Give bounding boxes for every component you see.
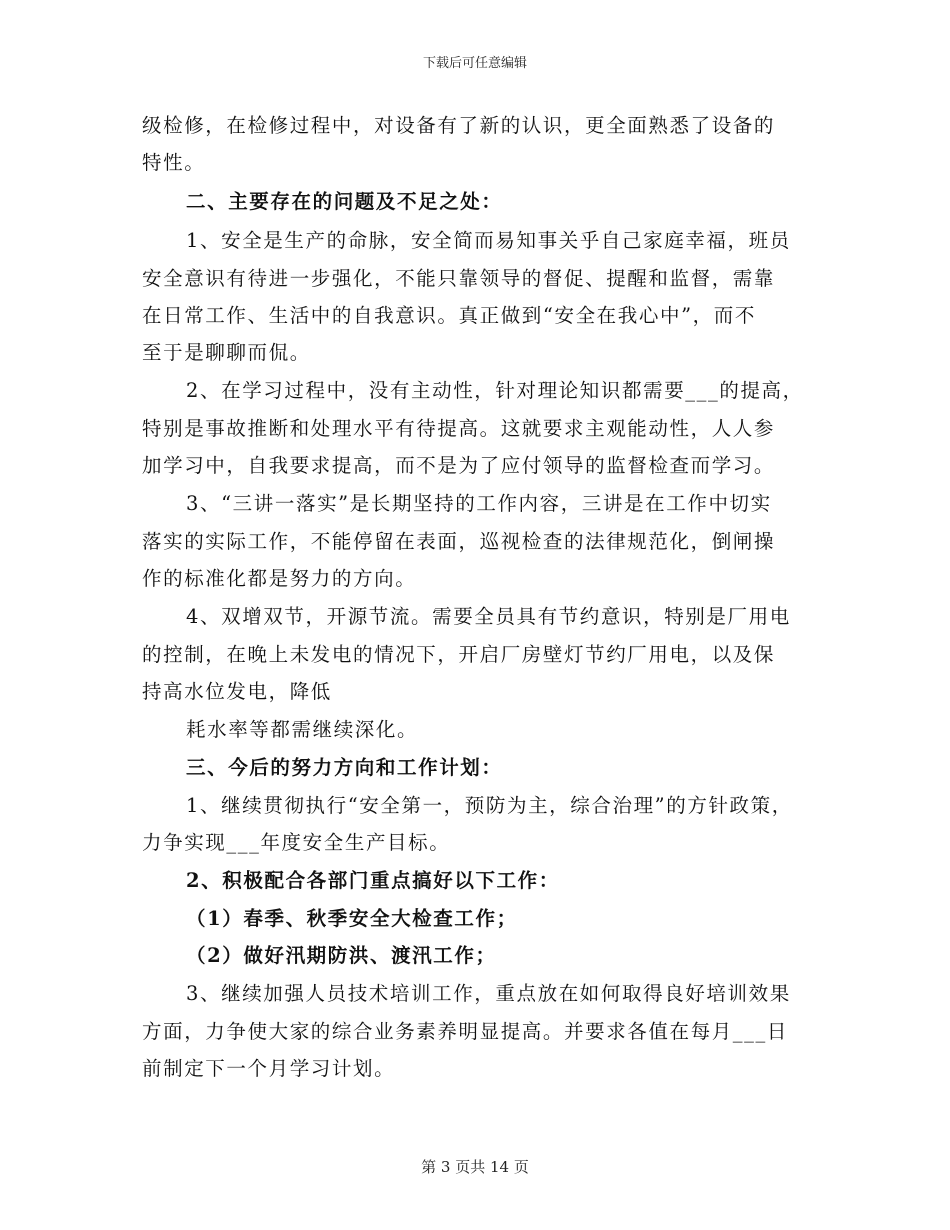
text-line: 安全意识有待进一步强化，不能只靠领导的督促、提醒和监督，需靠 [142,267,776,290]
text-line: 加学习中，自我要求提高，而不是为了应付领导的监督检查而学习。 [142,454,776,477]
text-line: 力争实现___年度安全生产目标。 [142,831,451,854]
text-line: 1、安全是生产的命脉，安全简而易知事关乎自己家庭幸福，班员 [186,229,791,252]
subheading: 2、积极配合各部门重点搞好以下工作： [186,869,560,892]
section-heading: 三、今后的努力方向和工作计划： [186,756,503,779]
text-line: 3、“三讲一落实”是长期坚持的工作内容，三讲是在工作中切实 [186,492,772,515]
text-line: 耗水率等都需继续深化。 [186,718,419,741]
list-item: （2）做好汛期防洪、渡汛工作； [186,944,497,967]
text-line: 2、在学习过程中，没有主动性，针对理论知识都需要___的提高， [186,379,804,402]
text-line: 级检修，在检修过程中，对设备有了新的认识，更全面熟悉了设备的 [142,114,776,137]
text-line: 的控制，在晚上未发电的情况下，开启厂房壁灯节约厂用电，以及保 [142,643,776,666]
text-line: 4、双增双节，开源节流。需要全员具有节约意识，特别是厂用电 [186,605,791,628]
text-line: 特性。 [142,151,206,174]
section-heading: 二、主要存在的问题及不足之处： [186,190,503,213]
text-line: 3、继续加强人员技术培训工作，重点放在如何取得良好培训效果 [186,982,791,1005]
list-item: （1）春季、秋季安全大检查工作； [186,907,518,930]
page-number: 第 3 页共 14 页 [421,1158,529,1176]
text-line: 至于是聊聊而侃。 [142,341,311,364]
page-header: 下载后可任意编辑 [422,56,527,71]
text-line: 方面，力争使大家的综合业务素养明显提高。并要求各值在每月___日 [142,1020,788,1043]
text-line: 特别是事故推断和处理水平有待提高。这就要求主观能动性，人人参 [142,417,776,440]
text-line: 1、继续贯彻执行“安全第一，预防为主，综合治理”的方针政策， [186,794,793,817]
text-line: 作的标准化都是努力的方向。 [142,567,417,590]
text-line: 落实的实际工作，不能停留在表面，巡视检查的法律规范化，倒闸操 [142,530,776,553]
text-line: 前制定下一个月学习计划。 [142,1057,396,1080]
text-line: 在日常工作、生活中的自我意识。真正做到“安全在我心中”，而不 [142,304,756,327]
text-line: 持高水位发电，降低 [142,680,332,703]
